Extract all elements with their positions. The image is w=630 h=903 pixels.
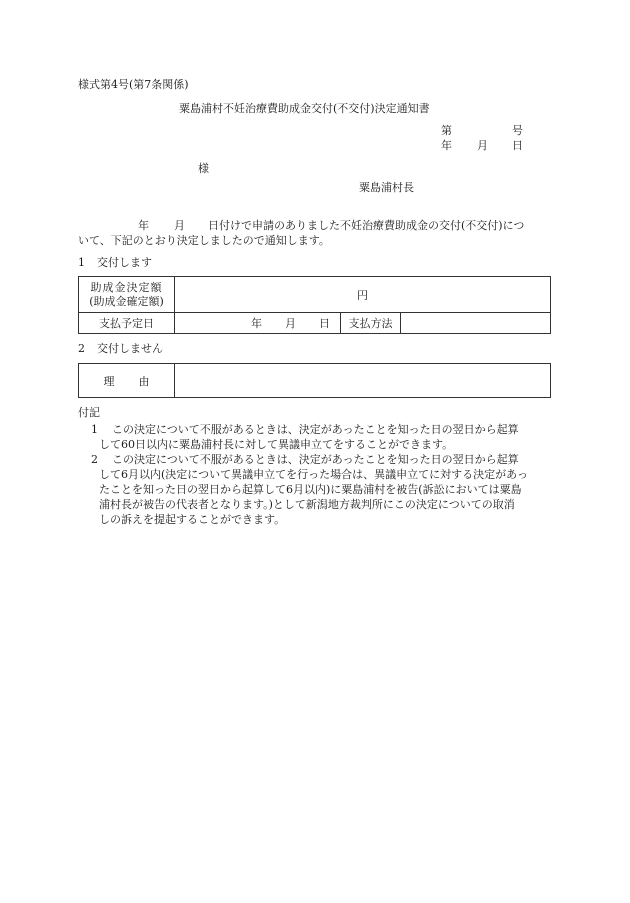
intro-month: 月: [174, 219, 185, 232]
payment-date-month: 月: [285, 317, 296, 330]
note-1: 1 この決定について不服があるときは、決定があったことを知った日の翌日から起算 して60日以内に粟島浦村長に対して異議申立てをすることができます。: [91, 423, 519, 451]
grant-amount-field[interactable]: [175, 277, 551, 313]
date-day-label: 日: [512, 139, 523, 152]
grant-amount-label: 助成金決定額 (助成金確定額): [79, 277, 175, 313]
number-suffix: 号: [512, 124, 523, 137]
notes-heading: 付記: [78, 406, 100, 419]
note-2: 2 この決定について不服があるときは、決定があったことを知った日の翌日から起算 して6月以内(決定について異議申立てを行った場合は、異議申立てに対する決定があっ たことを知った日の翌日から起算して6月以内)に粟島浦村を被告(訴訟においては粟島 浦村長が被告の代表者となります。)として新潟地方裁判所にこの決定についての取消 しの訴えを提起することができます。: [91, 453, 528, 526]
payment-date-field[interactable]: [175, 313, 341, 334]
section2-title: 交付しません: [97, 342, 163, 355]
section2-number: 2: [78, 342, 85, 355]
payment-date-year: 年: [251, 317, 262, 330]
issuer-name: 粟島浦村長: [359, 181, 414, 194]
number-prefix: 第: [441, 124, 452, 137]
section1-title: 交付します: [97, 256, 152, 269]
addressee-honorific: 様: [198, 162, 209, 175]
section2-heading: [78, 342, 163, 356]
intro-year: 年: [138, 219, 149, 232]
intro-line1: 日付けで申請のありました不妊治療費助成金の交付(不交付)につ: [208, 219, 525, 232]
yen-unit: 円: [357, 288, 368, 302]
payment-method-label: 支払方法: [341, 313, 401, 334]
note-2-number: 2: [91, 453, 98, 466]
payment-date-day: 日: [319, 317, 330, 330]
form-label: 様式第4号(第7条関係): [78, 78, 189, 91]
date-month-label: 月: [477, 139, 488, 152]
reason-field[interactable]: [175, 364, 551, 398]
section1-number: 1: [78, 256, 85, 269]
date-year-label: 年: [441, 139, 452, 152]
payment-date-label: 支払予定日: [79, 313, 175, 334]
reason-label: 理 由: [79, 364, 175, 398]
refusal-table: [78, 363, 551, 398]
document-title: 粟島浦村不妊治療費助成金交付(不交付)決定通知書: [179, 102, 430, 115]
payment-method-field[interactable]: [401, 313, 551, 334]
section1-heading: [78, 256, 152, 270]
intro-line2: いて、下記のとおり決定しましたので通知します。: [78, 234, 330, 247]
grant-table: [78, 276, 551, 334]
note-1-number: 1: [91, 423, 98, 436]
